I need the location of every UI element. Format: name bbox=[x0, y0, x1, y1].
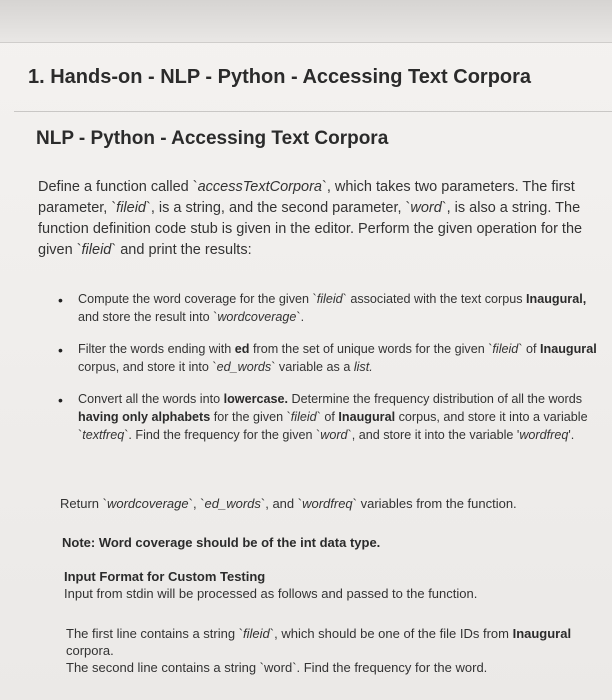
b3-text-1: Convert all the words into bbox=[78, 392, 224, 406]
line2-text-2: `. Find the frequency for the word. bbox=[292, 660, 488, 675]
param-fileid: fileid bbox=[116, 200, 146, 216]
intro-text-4: `, is also a string. The function definition code stub is given in the editor. Perform the given operation for the given ` bbox=[38, 200, 583, 258]
param-word: word bbox=[410, 200, 442, 216]
function-name: accessTextCorpora bbox=[197, 179, 322, 195]
line1-text-3: corpora. bbox=[66, 643, 114, 658]
ret-text-4: ` variables from the function. bbox=[352, 496, 517, 511]
intro-text-5: ` and print the results: bbox=[111, 242, 252, 258]
task-item-ed-words bbox=[58, 340, 603, 376]
b3-var-textfreq: textfreq bbox=[82, 428, 125, 442]
b2-text-3: ` of bbox=[518, 342, 541, 356]
intro-paragraph bbox=[38, 177, 583, 261]
line1-text-1: The first line contains a string ` bbox=[66, 626, 244, 641]
b1-text-1: Compute the word coverage for the given ` bbox=[78, 292, 317, 306]
b1-text-2: ` associated with the text corpus bbox=[342, 292, 527, 306]
b2-bold-inaugural: Inaugural bbox=[540, 342, 597, 356]
b3-var-fileid: fileid bbox=[290, 410, 317, 424]
heading-divider bbox=[14, 111, 612, 112]
param-fileid-2: fileid bbox=[81, 242, 112, 258]
b3-text-3: for the given ` bbox=[210, 410, 291, 424]
bullet-icon: • bbox=[58, 392, 63, 408]
b3-bold-alphabets: having only alphabets bbox=[78, 410, 211, 424]
b2-text-2: from the set of unique words for the given ` bbox=[249, 342, 493, 356]
b2-bold-ed: ed bbox=[234, 342, 250, 356]
b1-text-4: `. bbox=[296, 310, 305, 324]
b3-text-7: `, and store it into the variable ' bbox=[347, 428, 520, 442]
b2-text-1: Filter the words ending with bbox=[78, 342, 235, 356]
bullet-icon: • bbox=[58, 292, 63, 308]
line1-text-2: `, which should be one of the file IDs from bbox=[269, 626, 513, 641]
b2-text-5: ` variable as a bbox=[271, 360, 354, 374]
b3-text-8: '. bbox=[568, 428, 575, 442]
return-statement bbox=[60, 495, 605, 513]
b3-var-wordfreq: wordfreq bbox=[519, 428, 569, 442]
ret-text-3: `, and ` bbox=[260, 496, 303, 511]
b1-var-fileid: fileid bbox=[316, 292, 343, 306]
task-list bbox=[58, 290, 603, 458]
b2-var-ed-words: ed_words bbox=[216, 360, 272, 374]
intro-text-2: `, which takes two parameters. The first parameter, ` bbox=[38, 179, 575, 216]
note-text: Note: Word coverage should be of the int data type. bbox=[62, 535, 381, 550]
line1-bold-inaugural: Inaugural bbox=[512, 626, 572, 641]
b1-var-wordcoverage: wordcoverage bbox=[217, 310, 297, 324]
b1-text-3: and store the result into ` bbox=[78, 310, 218, 324]
b2-var-list: list. bbox=[353, 360, 373, 374]
line2-text-1: The second line contains a string ` bbox=[66, 660, 264, 675]
ret-text-1: Return ` bbox=[60, 496, 107, 511]
input-format-heading: Input Format for Custom Testing bbox=[64, 569, 266, 584]
ret-var-wordcoverage: wordcoverage bbox=[106, 496, 189, 511]
line2-var-word: word bbox=[264, 660, 293, 675]
b2-var-fileid: fileid bbox=[492, 342, 519, 356]
b3-var-word: word bbox=[320, 428, 348, 442]
input-lines-description bbox=[66, 625, 586, 676]
b3-text-5: corpus, and store it into a variable ` bbox=[78, 410, 588, 442]
page-heading: 1. Hands-on - NLP - Python - Accessing Text Corpora bbox=[28, 66, 532, 88]
b3-bold-inaugural: Inaugural bbox=[338, 410, 396, 424]
intro-text-3: `, is a string, and the second parameter, ` bbox=[146, 200, 411, 216]
ret-text-2: `, ` bbox=[188, 496, 205, 511]
b2-text-4: corpus, and store it into ` bbox=[78, 360, 217, 374]
input-format-description: Input from stdin will be processed as follows and passed to the function. bbox=[64, 586, 478, 601]
b3-text-2: Determine the frequency distribution of all the words bbox=[288, 392, 583, 406]
task-item-word-frequency bbox=[58, 390, 603, 444]
top-bar bbox=[0, 0, 612, 43]
b3-text-6: `. Find the frequency for the given ` bbox=[124, 428, 321, 442]
ret-var-wordfreq: wordfreq bbox=[302, 496, 353, 511]
line1-var-fileid: fileid bbox=[243, 626, 270, 641]
section-heading: NLP - Python - Accessing Text Corpora bbox=[36, 128, 389, 149]
b3-bold-lowercase: lowercase. bbox=[223, 392, 289, 406]
bullet-icon: • bbox=[58, 342, 63, 358]
b3-text-4: ` of bbox=[316, 410, 339, 424]
b1-bold-inaugural: Inaugural, bbox=[526, 292, 587, 306]
ret-var-ed-words: ed_words bbox=[204, 496, 261, 511]
intro-text-1: Define a function called ` bbox=[38, 179, 198, 195]
task-item-word-coverage bbox=[58, 290, 603, 326]
